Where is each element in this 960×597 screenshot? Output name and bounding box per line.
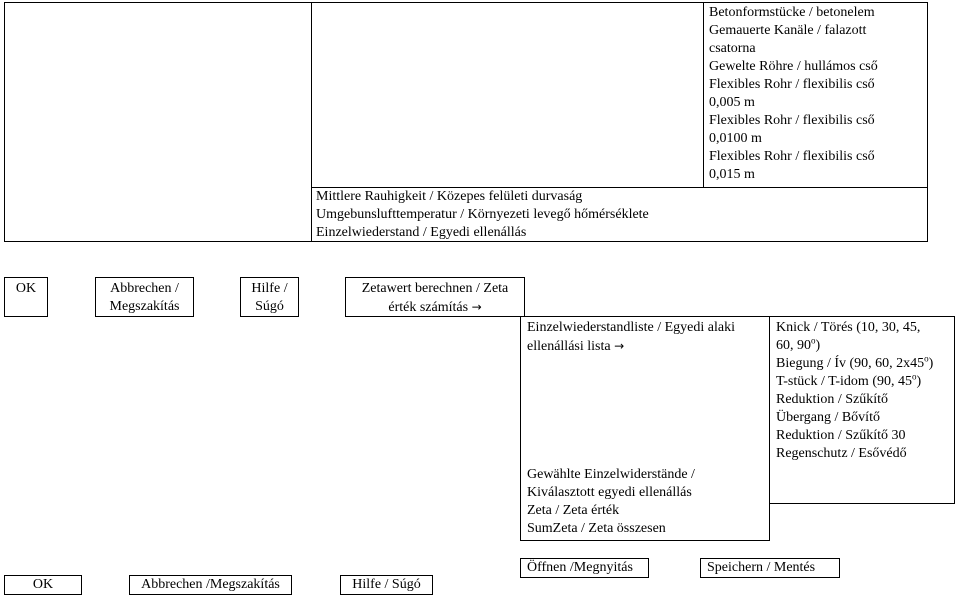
cancel-button-label: Abbrechen /Megszakítás bbox=[141, 577, 280, 592]
calculate-zeta-label: érték számítás bbox=[388, 300, 469, 315]
material-option[interactable]: Gemauerte Kanäle / falazott bbox=[709, 23, 867, 38]
resistance-list-title: ellenállási lista bbox=[527, 339, 611, 354]
list-item-biegung[interactable] bbox=[776, 355, 954, 373]
single-resistance-label: Einzelwiederstand / Egyedi ellenállás bbox=[316, 225, 527, 240]
material-option[interactable]: Flexibles Rohr / flexibilis cső bbox=[709, 149, 875, 164]
list-item-uebergang[interactable]: Übergang / Bővítő bbox=[776, 410, 880, 425]
zeta-value-label: Zeta / Zeta érték bbox=[527, 503, 620, 518]
ambient-temperature-label: Umgebunslufttemperatur / Környezeti levegő hőmérséklete bbox=[316, 207, 649, 222]
help-button-bottom[interactable] bbox=[340, 575, 433, 595]
calculate-zeta-button[interactable] bbox=[345, 277, 525, 317]
cancel-button-label: Abbrechen / bbox=[110, 281, 179, 296]
open-button-label: Öffnen /Megnyitás bbox=[527, 560, 633, 575]
list-item-regenschutz[interactable]: Regenschutz / Esővédő bbox=[776, 446, 907, 461]
cancel-button-label: Megszakítás bbox=[109, 299, 180, 314]
material-option[interactable]: Flexibles Rohr / flexibilis cső bbox=[709, 113, 875, 128]
material-option[interactable]: 0,0100 m bbox=[709, 131, 762, 146]
closing-paren: ) bbox=[928, 356, 934, 371]
material-option[interactable]: 0,005 m bbox=[709, 95, 755, 110]
save-button-label: Speichern / Mentés bbox=[707, 560, 816, 575]
ok-button[interactable] bbox=[4, 277, 48, 317]
degree-sign: o bbox=[912, 371, 917, 382]
selected-resistances-label: Kiválasztott egyedi ellenállás bbox=[527, 485, 692, 500]
list-item-knick-cont[interactable] bbox=[776, 337, 954, 355]
material-options bbox=[709, 4, 925, 184]
knick-angles: 60, 90 bbox=[776, 338, 811, 353]
material-option[interactable]: 0,015 m bbox=[709, 167, 755, 182]
list-item-reduktion[interactable]: Reduktion / Szűkítő bbox=[776, 392, 888, 407]
closing-paren: ) bbox=[916, 374, 922, 389]
list-item-knick[interactable]: Knick / Törés (10, 30, 45, bbox=[776, 320, 921, 335]
selected-resistances-label: Gewählte Einzelwiderstände / bbox=[527, 467, 695, 482]
biegung-label: Biegung / Ív (90, 60, 2x45 bbox=[776, 356, 925, 371]
open-button[interactable] bbox=[520, 558, 649, 578]
save-button[interactable] bbox=[700, 558, 840, 578]
material-option[interactable]: Gewelte Röhre / hullámos cső bbox=[709, 59, 878, 74]
parameter-labels bbox=[316, 188, 701, 242]
calculate-zeta-label-line2 bbox=[346, 298, 524, 317]
material-option[interactable]: csatorna bbox=[709, 41, 756, 56]
roughness-label: Mittlere Rauhigkeit / Közepes felületi durvaság bbox=[316, 189, 583, 204]
ok-button-label: OK bbox=[32, 577, 54, 592]
list-item-tstueck[interactable] bbox=[776, 373, 954, 391]
help-button-label: Súgó bbox=[255, 299, 284, 314]
resistance-list-title-line2 bbox=[527, 337, 769, 356]
closing-paren: ) bbox=[815, 338, 821, 353]
cancel-button-bottom[interactable] bbox=[129, 575, 292, 595]
sum-zeta-label: SumZeta / Zeta összesen bbox=[527, 521, 666, 536]
help-button[interactable] bbox=[240, 277, 299, 317]
degree-sign: o bbox=[924, 353, 929, 364]
arrow-right-icon: → bbox=[614, 339, 625, 353]
help-button-label: Hilfe / bbox=[251, 281, 288, 296]
resistance-list-title: Einzelwiederstandliste / Egyedi alaki bbox=[527, 320, 735, 335]
help-button-label: Hilfe / Súgó bbox=[352, 577, 421, 592]
material-option[interactable]: Betonformstücke / betonelem bbox=[709, 5, 875, 20]
ok-button-bottom[interactable] bbox=[4, 575, 82, 595]
selected-resistances bbox=[527, 466, 767, 538]
degree-sign: o bbox=[811, 335, 816, 346]
table-divider bbox=[703, 2, 704, 188]
arrow-right-icon: → bbox=[471, 300, 482, 314]
table-divider bbox=[311, 2, 312, 242]
list-item-reduktion-30[interactable]: Reduktion / Szűkítő 30 bbox=[776, 428, 906, 443]
tstueck-label: T-stück / T-idom (90, 45 bbox=[776, 374, 912, 389]
resistance-type-list bbox=[769, 316, 955, 504]
calculate-zeta-label: Zetawert berechnen / Zeta bbox=[361, 281, 509, 296]
cancel-button[interactable] bbox=[95, 277, 194, 317]
ok-button-label: OK bbox=[15, 281, 37, 296]
material-option[interactable]: Flexibles Rohr / flexibilis cső bbox=[709, 77, 875, 92]
